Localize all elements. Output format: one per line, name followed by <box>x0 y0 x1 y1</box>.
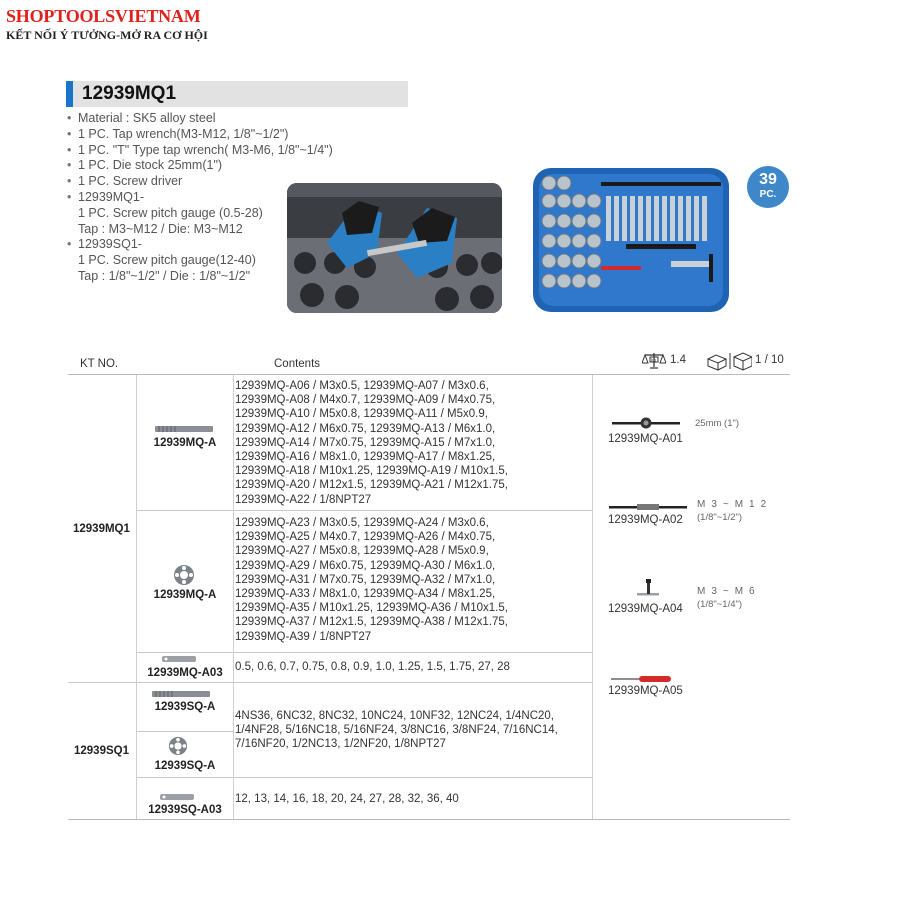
die-icon <box>168 736 188 756</box>
t-wrench-icon <box>637 578 659 600</box>
item-code: 12939SQ-A03 <box>148 804 222 816</box>
spec-item: • 1 PC. Tap wrench(M3-M12, 1/8"~1/2") <box>67 126 289 141</box>
mq-die-contents: 12939MQ-A23 / M3x0.5, 12939MQ-A24 / M3x0.6, 12939MQ-A25 / M4x0.7, 12939MQ-A26 / M4x0.75, 12939MQ-A27 / M5x0.8, 12939MQ-A28 / M5x0.9, 12939MQ-A29 / M6x0.75, 12939MQ-A30 / M6x1.0, 12939MQ-A31 / M7x0.75, 12939MQ-A32 / M7x1.0, 12939MQ-A33 / M8x1.0, 12939MQ-A34 / M8x1.25, 12939MQ-A35 / M10x1.25, 12939MQ-A36 / M10x1.5, 12939MQ-A37 / M12x1.5, 12939MQ-A38 / M12x1.75, 12939MQ-A39 / 1/8NPT27 <box>235 517 508 643</box>
tap-icon <box>152 690 210 698</box>
mq-tap-contents: 12939MQ-A06 / M3x0.5, 12939MQ-A07 / M3x0.6, 12939MQ-A08 / M4x0.7, 12939MQ-A09 / M4x0.75, 12939MQ-A10 / M5x0.8, 12939MQ-A11 / M5x0.9, 12939MQ-A12 / M6x0.75, 12939MQ-A13 / M6x1.0, 12939MQ-A14 / M7x0.75, 12939MQ-A15 / M7x1.0, 12939MQ-A16 / M8x1.0, 12939MQ-A17 / M8x1.25, 12939MQ-A18 / M10x1.25, 12939MQ-A19 / M10x1.5, 12939MQ-A20 / M12x1.5, 12939MQ-A21 / M12x1.75, 12939MQ-A22 / 1/8NPT27 <box>235 380 508 506</box>
item-code: 12939MQ-A <box>153 589 217 601</box>
spec-variant-sq: • 12939SQ1- 1 PC. Screw pitch gauge(12-40) Tap : 1/8"~1/2" / Die : 1/8"~1/2" <box>67 237 256 283</box>
packing-value: 1 / 10 <box>755 354 784 366</box>
product-title: 12939MQ1 <box>82 83 177 104</box>
part-note: M3~M12 <box>697 499 773 510</box>
table-bottom-rule <box>68 819 790 820</box>
part-note: (1/8"~1/2") <box>697 512 743 523</box>
item-code: 12939SQ-A <box>154 760 216 772</box>
row-divider <box>136 652 592 653</box>
spec-variant-mq: • 12939MQ1- 1 PC. Screw pitch gauge (0.5-28) Tap : M3~M12 / Die: M3~M12 <box>67 189 263 236</box>
pitch-gauge-icon <box>162 655 196 663</box>
tap-icon <box>155 425 213 433</box>
die-icon <box>173 564 195 586</box>
part-code: 12939MQ-A04 <box>608 603 683 615</box>
brand-name: SHOPTOOLSVIETNAM <box>6 6 201 26</box>
piece-unit: PC. <box>759 189 777 200</box>
spec-item: • Material : SK5 alloy steel <box>67 111 216 125</box>
item-code: 12939MQ-A03 <box>147 667 223 679</box>
spec-item: • 1 PC. Die stock 25mm(1") <box>67 158 223 173</box>
title-accent <box>66 81 73 107</box>
packing-icon <box>706 351 752 371</box>
piece-count: 39 <box>759 171 777 188</box>
row-divider <box>136 731 234 732</box>
pitch-gauge-icon <box>160 793 194 801</box>
mq-gauge-contents: 0.5, 0.6, 0.7, 0.75, 0.8, 0.9, 1.0, 1.25, 1.5, 1.75, 27, 28 <box>235 661 510 673</box>
item-code: 12939SQ-A <box>154 701 216 713</box>
weight-icon <box>642 351 666 371</box>
item-code: 12939MQ-A <box>153 437 217 449</box>
product-case-image <box>531 166 731 314</box>
part-code: 12939MQ-A01 <box>608 433 683 445</box>
kt-row-sq1: 12939SQ1 <box>74 745 129 757</box>
svg-text:kg: kg <box>651 357 656 363</box>
spec-item: • 1 PC. Screw driver <box>67 174 183 189</box>
header-contents: Contents <box>274 358 321 370</box>
brand-header <box>6 6 208 43</box>
part-note: (1/8"~1/4") <box>697 599 743 610</box>
part-note: M3~M6 <box>697 586 761 597</box>
row-divider <box>136 777 592 778</box>
row-divider <box>136 510 592 511</box>
part-code: 12939MQ-A05 <box>608 685 683 697</box>
spec-item: • 1 PC. "T" Type tap wrench( M3-M6, 1/8"~1/4") <box>67 142 333 157</box>
piece-count-badge <box>747 166 789 208</box>
tap-wrench-icon <box>609 503 687 511</box>
column-divider <box>592 375 593 819</box>
usage-photo <box>287 183 502 313</box>
table-top-rule <box>68 374 790 375</box>
brand-tagline: KẾT NỐI Ý TƯỞNG-MỞ RA CƠ HỘI <box>6 28 208 42</box>
column-divider <box>233 375 234 819</box>
sq-size-contents: 4NS36, 6NC32, 8NC32, 10NC24, 10NF32, 12NC24, 1/4NC20, 1/4NF28, 5/16NC18, 5/16NF24, 3/8NC16, 3/8NF24, 7/16NC14, 7/16NF20, 1/2NC13, 1/2NF20, 1/8NPT27 <box>235 710 558 751</box>
group-divider <box>68 682 592 683</box>
die-stock-icon <box>612 417 680 429</box>
screwdriver-icon <box>611 676 671 682</box>
header-kt-no: KT NO. <box>80 358 119 370</box>
product-title-bar <box>66 81 408 107</box>
part-note: 25mm (1") <box>695 418 740 429</box>
sq-gauge-contents: 12, 13, 14, 16, 18, 20, 24, 27, 28, 32, 36, 40 <box>235 793 459 805</box>
part-code: 12939MQ-A02 <box>608 514 683 526</box>
weight-value: 1.4 <box>670 354 686 366</box>
kt-row-mq1: 12939MQ1 <box>73 523 130 535</box>
